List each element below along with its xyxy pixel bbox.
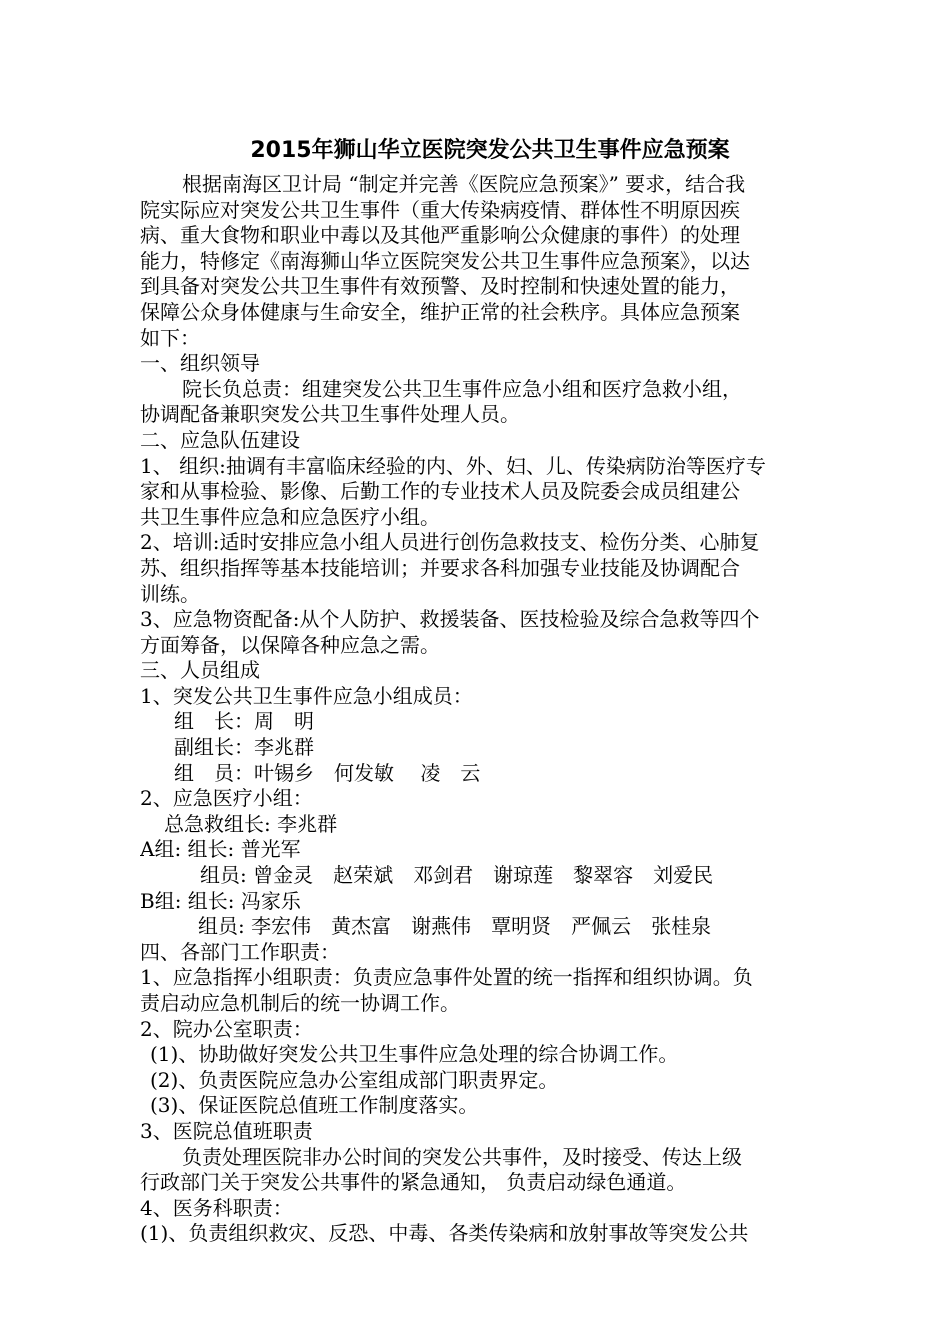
paragraph-line: 苏、组织指挥等基本技能培训；并要求各科加强专业技能及协调配合	[140, 555, 740, 580]
paragraph-line: 1、应急指挥小组职责：负责应急事件处置的统一指挥和组织协调。负	[140, 965, 753, 990]
paragraph-line: 1、 组织:抽调有丰富临床经验的内、外、妇、儿、传染病防治等医疗专	[140, 453, 766, 478]
document-page	[140, 130, 820, 1247]
paragraph-line: 方面筹备，以保障各种应急之需。	[140, 632, 440, 657]
paragraph-line: 3、医院总值班职责	[140, 1118, 313, 1143]
paragraph-line: 协调配备兼职突发公共卫生事件处理人员。	[140, 402, 520, 427]
section-heading: 二、应急队伍建设	[140, 427, 300, 452]
document-title: 2015年狮山华立医院突发公共卫生事件应急预案	[250, 138, 730, 163]
paragraph-line: 能力，特修定《南海狮山华立医院突发公共卫生事件应急预案》，以达	[140, 248, 750, 273]
member-line: 组 长：周 明	[174, 709, 314, 734]
section-heading: 三、人员组成	[140, 658, 260, 683]
paragraph-line: 行政部门关于突发公共事件的紧急通知， 负责启动绿色通道。	[140, 1170, 687, 1195]
paragraph-line: 到具备对突发公共卫生事件有效预警、及时控制和快速处置的能力，	[140, 274, 740, 299]
paragraph-line: 根据南海区卫计局 “制定并完善《医院应急预案》” 要求，结合我	[182, 172, 746, 196]
member-line: 总急救组长: 李兆群	[164, 811, 338, 836]
member-line: 组员: 李宏伟 黄杰富 谢燕伟 覃明贤 严佩云 张桂泉	[198, 914, 712, 939]
paragraph-line: 保障公众身体健康与生命安全，维护正常的社会秩序。具体应急预案	[140, 299, 740, 324]
list-item: (1)、协助做好突发公共卫生事件应急处理的综合协调工作。	[150, 1042, 679, 1067]
paragraph-line: 2、院办公室职责：	[140, 1016, 313, 1041]
member-line: 组员: 曾金灵 赵荣斌 邓剑君 谢琼莲 黎翠容 刘爱民	[200, 863, 714, 888]
member-line: B组: 组长: 冯家乐	[140, 888, 301, 913]
list-item: (2)、负责医院应急办公室组成部门职责界定。	[150, 1067, 559, 1092]
paragraph-line: 共卫生事件应急和应急医疗小组。	[140, 504, 440, 529]
paragraph-line: 家和从事检验、影像、后勤工作的专业技术人员及院委会成员组建公	[140, 479, 740, 504]
list-item: (1)、负责组织救灾、反恐、中毒、各类传染病和放射事故等突发公共	[140, 1221, 749, 1246]
paragraph-line: 责启动应急机制后的统一协调工作。	[140, 991, 460, 1015]
paragraph-line: 4、医务科职责：	[140, 1195, 293, 1220]
member-line: 副组长：李兆群	[174, 735, 314, 760]
section-heading: 四、各部门工作职责：	[140, 939, 340, 964]
paragraph-line: 院实际应对突发公共卫生事件（重大传染病疫情、群体性不明原因疾	[140, 197, 740, 222]
member-line: A组: 组长: 普光军	[140, 837, 301, 862]
list-item: (3)、保证医院总值班工作制度落实。	[150, 1093, 479, 1118]
paragraph-line: 2、应急医疗小组：	[140, 786, 313, 811]
paragraph-line: 1、突发公共卫生事件应急小组成员：	[140, 683, 473, 708]
paragraph-line: 病、重大食物和职业中毒以及其他严重影响公众健康的事件）的处理	[140, 223, 740, 248]
paragraph-line: 负责处理医院非办公时间的突发公共事件，及时接受、传达上级	[182, 1144, 742, 1169]
paragraph-line: 院长负总责：组建突发公共卫生事件应急小组和医疗急救小组，	[182, 376, 742, 401]
section-heading: 一、组织领导	[140, 351, 260, 376]
paragraph-line: 训练。	[140, 581, 200, 606]
member-line: 组 员：叶锡乡 何发敏 凌 云	[174, 760, 481, 785]
paragraph-line: 如下：	[140, 325, 200, 350]
paragraph-line: 2、培训:适时安排应急小组人员进行创伤急救技支、检伤分类、心肺复	[140, 530, 760, 555]
paragraph-line: 3、应急物资配备:从个人防护、救援装备、医技检验及综合急救等四个	[140, 607, 760, 632]
